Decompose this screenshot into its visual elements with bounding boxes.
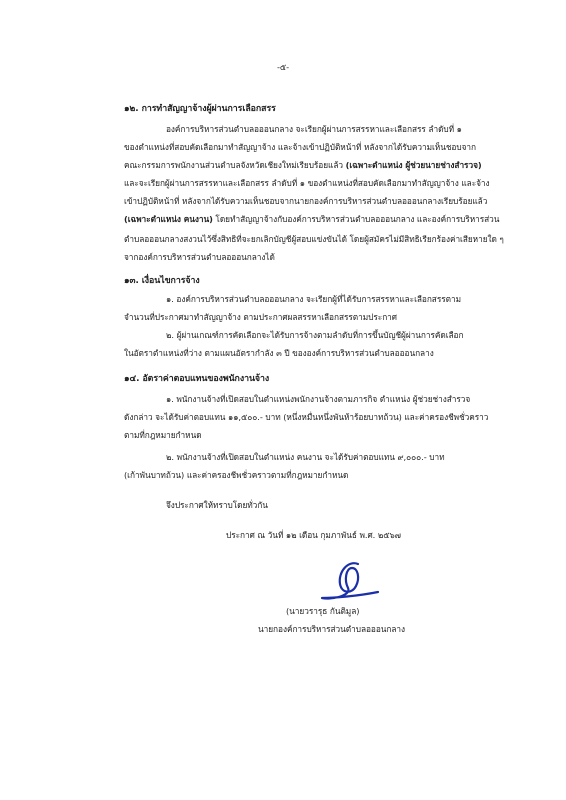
- section12-line-2: ของตำแหน่งที่สอบคัดเลือกมาทำสัญญาจ้าง และจ้างเข้าปฏิบัติหน้าที่ หลังจากได้รับความเห็นชอบจาก: [124, 142, 476, 152]
- section14-line-2: ดังกล่าว จะได้รับค่าตอบแทน ๑๑,๕๐๐.- บาท (หนึ่งหมื่นหนึ่งพันห้าร้อยบาทถ้วน) และค่าครองชีพชั่วคราว: [124, 412, 489, 422]
- section13-line-1: ๑. องค์การบริหารส่วนตำบลอออนกลาง จะเรียกผู้ที่ได้รับการสรรหาและเลือกสรรตาม: [166, 294, 462, 304]
- signature-image: [318, 558, 382, 604]
- section12-line-8: จากองค์การบริหารส่วนตำบลอออนกลางได้: [124, 252, 275, 262]
- section12-line-5: เข้าปฏิบัติหน้าที่ หลังจากได้รับความเห็นชอบจากนายกองค์การบริหารส่วนตำบลอออนกลางเรียบร้อยแล้ว: [124, 196, 488, 206]
- section12-line-3: [124, 160, 482, 171]
- section13-line-2: จำนวนที่ประกาศมาทำสัญญาจ้าง ตามประกาศผลสรรหาเลือกสรรตามประกาศ: [124, 312, 397, 322]
- section14-line-4: ๒. พนักงานจ้างที่เปิดสอบในตำแหน่ง คนงาน จะได้รับค่าตอบแทน ๙,๐๐๐.- บาท: [166, 452, 445, 462]
- section13-heading: ๑๓. เงื่อนไขการจ้าง: [124, 276, 200, 286]
- section12-line-6: [124, 214, 499, 225]
- closing-statement: จึงประกาศให้ทราบโดยทั่วกัน: [166, 500, 268, 510]
- section12-line-4: และจะเรียกผู้ผ่านการสรรหาและเลือกสรร ลำดับที่ ๑ ของตำแหน่งที่สอบคัดเลือกมาทำสัญญาจ้าง และจ้าง: [124, 178, 490, 188]
- signer-title: นายกองค์การบริหารส่วนตำบลอออนกลาง: [258, 624, 406, 634]
- section14-line-1: ๑. พนักงานจ้างที่เปิดสอบในตำแหน่งพนักงานจ้างตามภารกิจ ตำแหน่ง ผู้ช่วยช่างสำรวจ: [166, 394, 471, 404]
- section14-line-5: (เก้าพันบาทถ้วน) และค่าครองชีพชั่วคราวตามที่กฎหมายกำหนด: [124, 470, 349, 480]
- section12-position-note-1: (เฉพาะตำแหน่ง ผู้ช่วยนายช่างสำรวจ): [345, 160, 482, 170]
- announcement-date: ประกาศ ณ วันที่ ๑๒ เดือน กุมภาพันธ์ พ.ศ. ๒๕๖๗: [226, 530, 401, 540]
- section13-line-3: ๒. ผู้ผ่านเกณฑ์การคัดเลือกจะได้รับการจ้างตามลำดับที่การขึ้นบัญชีผู้ผ่านการคัดเลือก: [166, 330, 464, 340]
- section12-line-1: องค์การบริหารส่วนตำบลอออนกลาง จะเรียกผู้ผ่านการสรรหาและเลือกสรร ลำดับที่ ๑: [166, 124, 462, 134]
- section13-line-4: ในอัตราตำแหน่งที่ว่าง ตามแผนอัตรากำลัง ๓ ปี ขององค์การบริหารส่วนตำบลอออนกลาง: [124, 348, 434, 358]
- page-number: -๕-: [276, 62, 290, 72]
- section12-line-7: ตำบลอออนกลางสงวนไว้ซึ่งสิทธิที่จะยกเลิกบัญชีผู้สอบแข่งขันได้ โดยผู้สมัครไม่มีสิทธิเรียกร้องค่าเสียหายใด ๆ: [124, 234, 504, 244]
- section14-heading: ๑๔. อัตราค่าตอบแทนของพนักงานจ้าง: [124, 374, 270, 384]
- section12-line-6-text: โดยทำสัญญาจ้างกับองค์การบริหารส่วนตำบลอออนกลาง และองค์การบริหารส่วน: [212, 214, 500, 224]
- signer-name: (นายวรารุธ กันติมูล): [286, 606, 360, 616]
- section14-line-3: ตามที่กฎหมายกำหนด: [124, 430, 202, 440]
- section12-line-3-text: คณะกรรมการพนักงานส่วนตำบลจังหวัดเชียงใหม่เรียบร้อยแล้ว: [124, 160, 346, 170]
- section12-position-note-2: (เฉพาะตำแหน่ง คนงาน): [124, 214, 213, 224]
- section12-heading: ๑๒. การทำสัญญาจ้างผู้ผ่านการเลือกสรร: [124, 104, 276, 114]
